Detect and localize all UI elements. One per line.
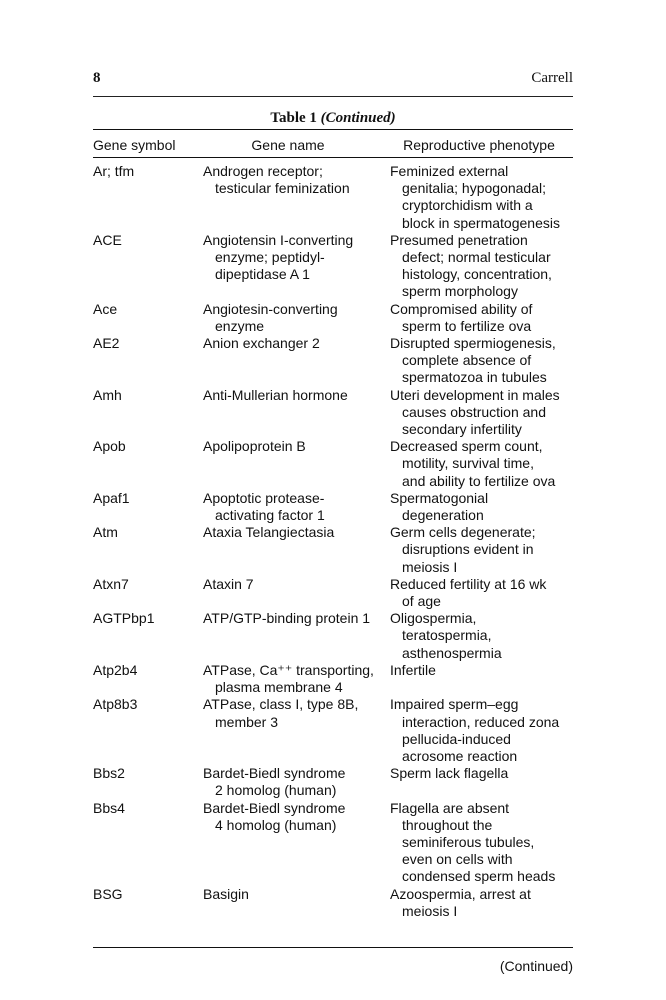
table-row [93, 800, 573, 886]
table-bottom-rule [93, 947, 573, 948]
gene-name-cell [203, 765, 390, 799]
reproductive-phenotype-cell-line: Germ cells degenerate; [390, 524, 536, 541]
gene-symbol-cell: Amh [93, 386, 122, 403]
table-row [93, 610, 573, 662]
reproductive-phenotype-cell-line: Impaired sperm–egg [390, 696, 519, 713]
reproductive-phenotype-cell-line: throughout the [402, 816, 493, 833]
reproductive-phenotype-cell [390, 524, 573, 576]
gene-name-cell-line: Basigin [203, 885, 249, 902]
gene-symbol-cell: Apaf1 [93, 489, 130, 506]
gene-name-cell [203, 696, 390, 765]
gene-name-cell-line: Bardet-Biedl syndrome [203, 765, 346, 782]
gene-name-cell [203, 163, 390, 232]
reproductive-phenotype-cell-line: Azoospermia, arrest at [390, 885, 531, 902]
reproductive-phenotype-cell [390, 335, 573, 387]
reproductive-phenotype-cell-line: block in spermatogenesis [402, 214, 560, 231]
table-row [93, 438, 573, 490]
gene-name-cell [203, 232, 390, 301]
gene-name-cell-line: 4 homolog (human) [215, 816, 337, 833]
gene-symbol-cell: AGTPbp1 [93, 610, 155, 627]
reproductive-phenotype-cell-line: Uteri development in males [390, 386, 560, 403]
gene-name-cell [203, 800, 390, 886]
column-header-gene-symbol: Gene symbol [93, 137, 176, 153]
reproductive-phenotype-cell [390, 163, 573, 232]
table-row [93, 696, 573, 765]
reproductive-phenotype-cell-line: of age [402, 593, 441, 610]
gene-name-cell [203, 335, 390, 387]
table-row [93, 765, 573, 799]
gene-symbol-cell: Bbs2 [93, 765, 125, 782]
gene-name-cell [203, 576, 390, 610]
table-header-rule [93, 157, 573, 158]
reproductive-phenotype-cell-line: Spermatogonial [390, 489, 489, 506]
gene-symbol-cell: Bbs4 [93, 799, 125, 816]
reproductive-phenotype-cell-line: Sperm lack flagella [390, 765, 509, 782]
table-row [93, 490, 573, 524]
reproductive-phenotype-cell-line: and ability to fertilize ova [402, 472, 556, 489]
reproductive-phenotype-cell-line: degeneration [402, 507, 484, 524]
reproductive-phenotype-cell [390, 610, 573, 662]
reproductive-phenotype-cell-line: Infertile [390, 661, 436, 678]
reproductive-phenotype-cell [390, 662, 573, 696]
table-row [93, 232, 573, 301]
gene-name-cell [203, 610, 390, 662]
reproductive-phenotype-cell-line: meiosis I [402, 558, 458, 575]
table-row [93, 886, 573, 920]
reproductive-phenotype-cell-line: Decreased sperm count, [390, 438, 543, 455]
reproductive-phenotype-cell-line: causes obstruction and [402, 403, 546, 420]
reproductive-phenotype-cell-line: disruptions evident in [402, 541, 534, 558]
gene-name-cell-line: ATPase, class I, type 8B, [203, 696, 359, 713]
reproductive-phenotype-cell [390, 765, 573, 799]
gene-name-cell-line: activating factor 1 [215, 507, 325, 524]
gene-symbol-cell: Atm [93, 524, 118, 541]
reproductive-phenotype-cell-line: asthenospermia [402, 644, 502, 661]
reproductive-phenotype-cell [390, 800, 573, 886]
reproductive-phenotype-cell-line: acrosome reaction [402, 747, 518, 764]
reproductive-phenotype-cell-line: Reduced fertility at 16 wk [390, 575, 547, 592]
reproductive-phenotype-cell-line: Compromised ability of [390, 300, 533, 317]
gene-symbol-cell: Ar; tfm [93, 163, 135, 179]
gene-name-cell-line: dipeptidase A 1 [215, 266, 310, 283]
reproductive-phenotype-cell-line: motility, survival time, [402, 455, 534, 472]
gene-symbol-cell: Ace [93, 300, 118, 317]
reproductive-phenotype-cell [390, 886, 573, 920]
gene-name-cell-line: ATP/GTP-binding protein 1 [203, 610, 371, 627]
gene-name-cell [203, 438, 390, 490]
gene-name-cell-line: Anti-Mullerian hormone [203, 386, 348, 403]
table-body [93, 163, 573, 920]
gene-name-cell-line: testicular feminization [215, 180, 350, 197]
gene-name-cell-line: Angiotesin-converting [203, 300, 338, 317]
column-header-reproductive-phenotype: Reproductive phenotype [403, 137, 555, 153]
table-row [93, 163, 573, 232]
table-row [93, 301, 573, 335]
table-top-rule [93, 129, 573, 130]
gene-symbol-cell: Atxn7 [93, 575, 129, 592]
reproductive-phenotype-cell [390, 438, 573, 490]
reproductive-phenotype-cell-line: secondary infertility [402, 421, 522, 438]
gene-name-cell-line: Angiotensin I-converting [203, 231, 354, 248]
table-caption [93, 110, 573, 127]
column-header-gene-name: Gene name [251, 137, 325, 153]
reproductive-phenotype-cell-line: Oligospermia, [390, 610, 477, 627]
reproductive-phenotype-cell-line: Feminized external [390, 163, 509, 179]
gene-name-cell-line: Anion exchanger 2 [203, 335, 320, 352]
reproductive-phenotype-cell-line: condensed sperm heads [402, 868, 556, 885]
gene-name-cell [203, 662, 390, 696]
reproductive-phenotype-cell-line: Flagella are absent [390, 799, 510, 816]
table-caption-continued: (Continued) [320, 110, 396, 126]
table-row [93, 387, 573, 439]
reproductive-phenotype-cell-line: meiosis I [402, 902, 458, 919]
reproductive-phenotype-cell-line: seminiferous tubules, [402, 833, 535, 850]
reproductive-phenotype-cell-line: Disrupted spermiogenesis, [390, 335, 556, 352]
reproductive-phenotype-cell-line: sperm morphology [402, 283, 518, 300]
table-caption-label: Table 1 [270, 110, 317, 126]
reproductive-phenotype-cell-line: interaction, reduced zona [402, 713, 560, 730]
table-row [93, 662, 573, 696]
table-row [93, 524, 573, 576]
gene-name-cell-line: enzyme; peptidyl- [215, 249, 325, 266]
reproductive-phenotype-cell-line: Presumed penetration [390, 231, 528, 248]
reproductive-phenotype-cell-line: defect; normal testicular [402, 249, 551, 266]
reproductive-phenotype-cell-line: spermatozoa in tubules [402, 369, 547, 386]
reproductive-phenotype-cell-line: complete absence of [402, 352, 532, 369]
header-rule [93, 96, 573, 97]
gene-name-cell-line: member 3 [215, 713, 279, 730]
gene-name-cell [203, 524, 390, 576]
reproductive-phenotype-cell [390, 301, 573, 335]
gene-name-cell [203, 490, 390, 524]
gene-name-cell [203, 886, 390, 920]
gene-symbol-cell: Atp2b4 [93, 661, 138, 678]
gene-symbol-cell: Apob [93, 438, 126, 455]
gene-symbol-cell: Atp8b3 [93, 696, 138, 713]
gene-symbol-cell: ACE [93, 231, 122, 248]
reproductive-phenotype-cell-line: pellucida-induced [402, 730, 511, 747]
running-head: Carrell [531, 70, 573, 86]
reproductive-phenotype-cell-line: cryptorchidism with a [402, 197, 533, 214]
table-row [93, 576, 573, 610]
gene-name-cell-line: Apolipoprotein B [203, 438, 306, 455]
reproductive-phenotype-cell-line: histology, concentration, [402, 266, 552, 283]
gene-name-cell [203, 387, 390, 439]
continued-note: (Continued) [499, 958, 573, 974]
gene-symbol-cell: AE2 [93, 335, 120, 352]
gene-name-cell-line: Androgen receptor; [203, 163, 323, 179]
reproductive-phenotype-cell-line: teratospermia, [402, 627, 492, 644]
reproductive-phenotype-cell [390, 232, 573, 301]
reproductive-phenotype-cell-line: sperm to fertilize ova [402, 317, 532, 334]
gene-name-cell-line: 2 homolog (human) [215, 782, 337, 799]
gene-name-cell [203, 301, 390, 335]
page-number: 8 [93, 70, 101, 86]
gene-name-cell-line: Bardet-Biedl syndrome [203, 799, 346, 816]
gene-symbol-cell: BSG [93, 885, 123, 902]
gene-name-cell-line: Ataxin 7 [203, 575, 254, 592]
reproductive-phenotype-cell [390, 696, 573, 765]
gene-name-cell-line: Ataxia Telangiectasia [203, 524, 335, 541]
reproductive-phenotype-cell [390, 387, 573, 439]
reproductive-phenotype-cell [390, 576, 573, 610]
reproductive-phenotype-cell-line: genitalia; hypogonadal; [402, 180, 547, 197]
gene-name-cell-line: plasma membrane 4 [215, 679, 343, 696]
gene-name-cell-line: Apoptotic protease- [203, 489, 325, 506]
reproductive-phenotype-cell-line: even on cells with [402, 851, 513, 868]
gene-name-cell-line: ATPase, Ca⁺⁺ transporting, [203, 661, 374, 678]
reproductive-phenotype-cell [390, 490, 573, 524]
gene-name-cell-line: enzyme [215, 317, 265, 334]
table-row [93, 335, 573, 387]
